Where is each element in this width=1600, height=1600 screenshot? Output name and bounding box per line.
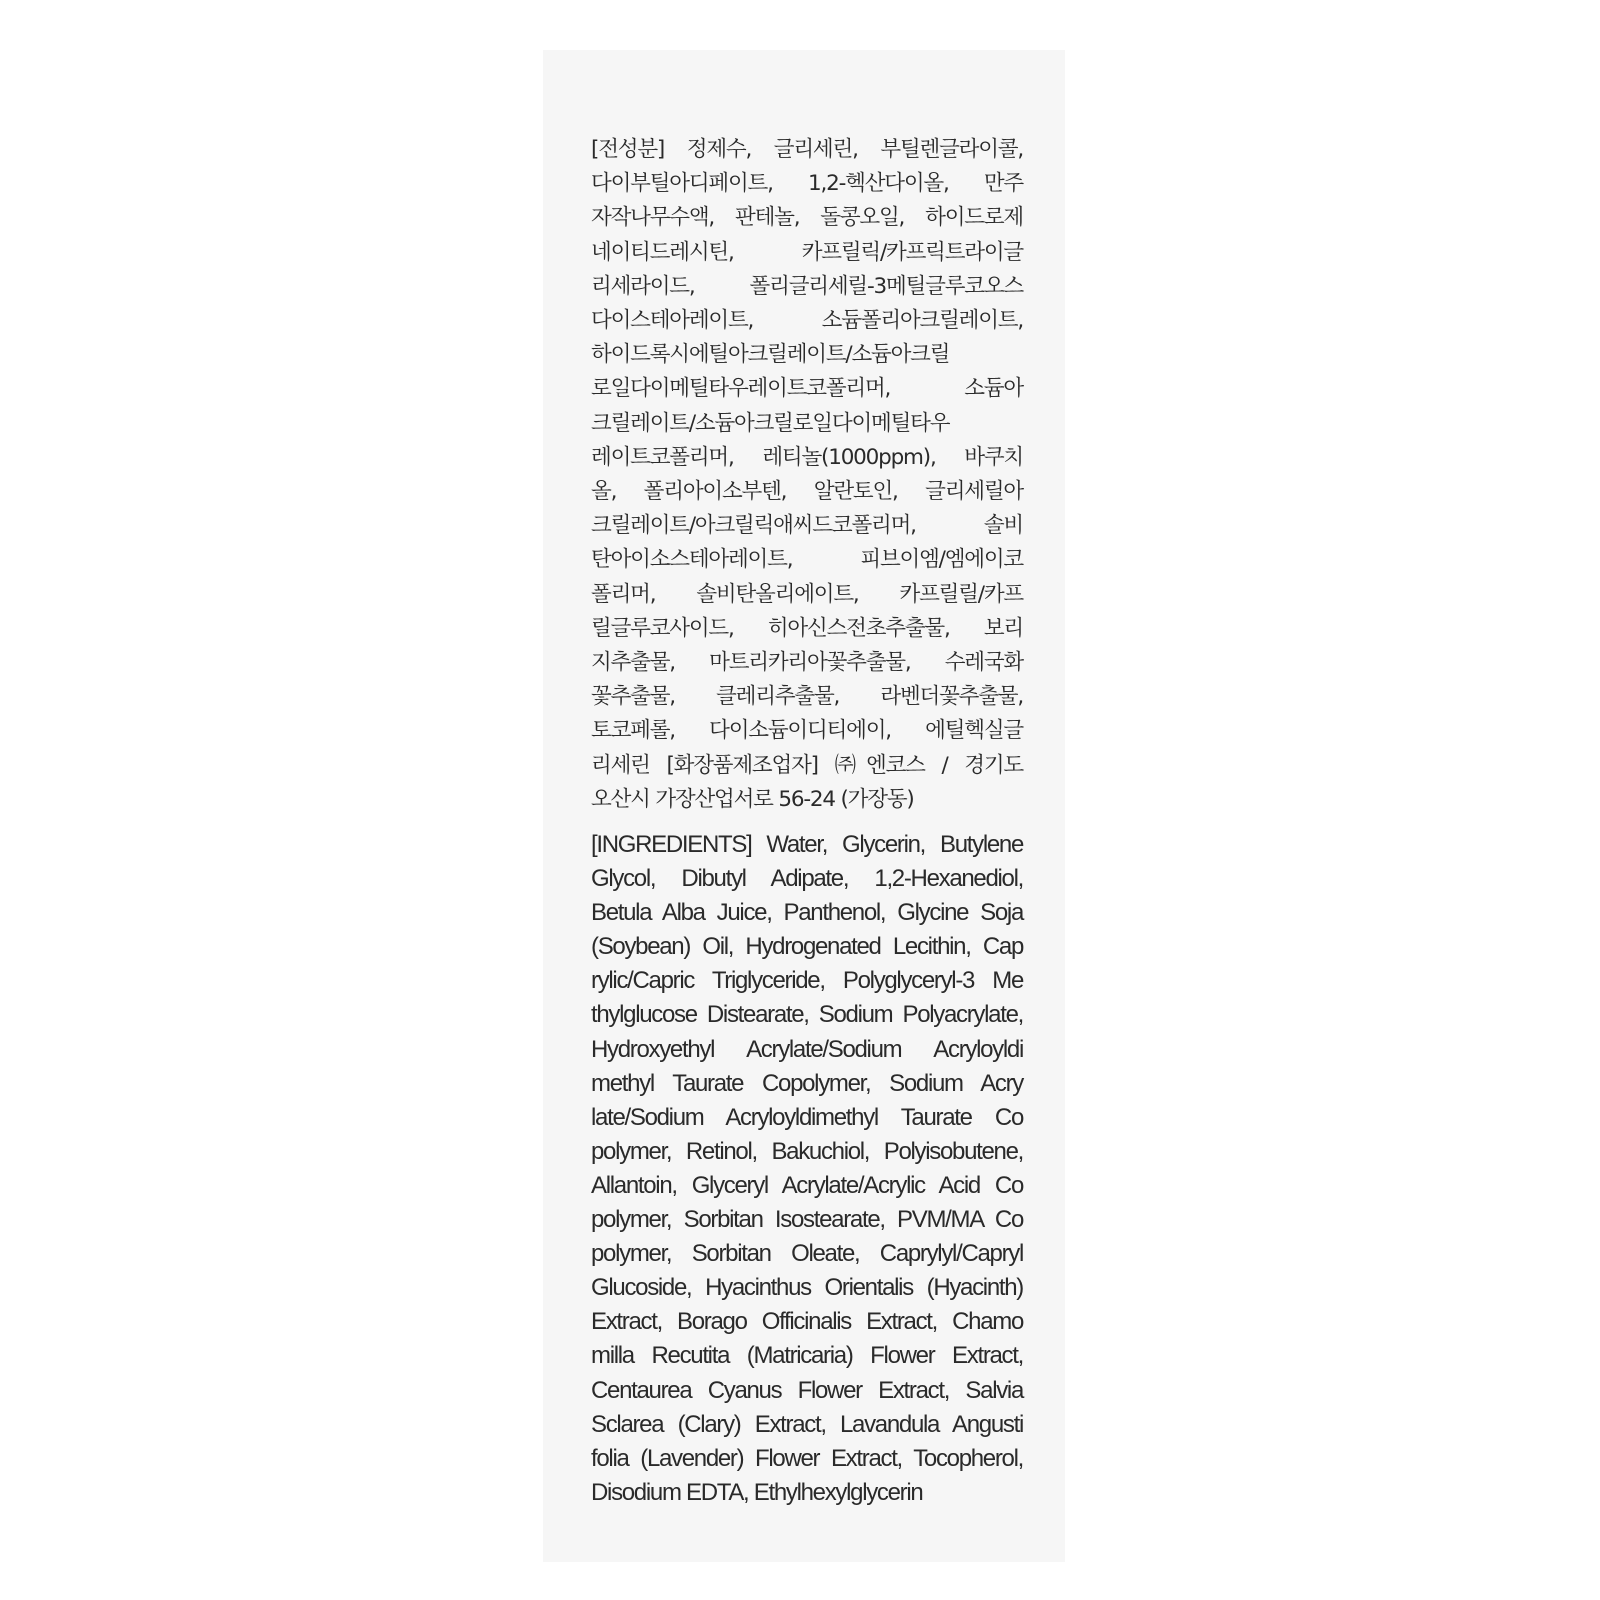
english-ingredients-line: polymer, Sorbitan Oleate, Caprylyl/Capryl [591,1240,1023,1268]
english-ingredients-line: polymer, Retinol, Bakuchiol, Polyisobutene, [591,1137,1023,1165]
korean-ingredients-line: 하이드록시에틸아크릴레이트/소듐아크릴 [591,342,950,368]
korean-ingredients-line: 꽃추출물, 클레리추출물, 라벤더꽃추출물, [591,684,1023,710]
english-ingredients-line: methyl Taurate Copolymer, Sodium Acry [591,1069,1023,1097]
korean-ingredients-line: 오산시 가장산업서로 56-24 (가장동) [591,786,914,812]
english-ingredients-line: late/Sodium Acryloyldimethyl Taurate Co [591,1103,1023,1131]
english-ingredients-line: polymer, Sorbitan Isostearate, PVM/MA Co [591,1206,1023,1234]
english-ingredients-line: rylic/Capric Triglyceride, Polyglyceryl-3 Me [591,967,1023,995]
english-ingredients-line: Centaurea Cyanus Flower Extract, Salvia [591,1376,1023,1404]
korean-ingredients-line: 리세라이드, 폴리글리세릴-3메틸글루코오스 [591,273,1023,299]
korean-ingredients-line: 크릴레이트/소듐아크릴로일다이메틸타우 [591,410,950,436]
english-ingredients-line: (Soybean) Oil, Hydrogenated Lecithin, Cap [591,933,1023,961]
korean-ingredients-line: 지추출물, 마트리카리아꽃추출물, 수레국화 [591,650,1023,676]
korean-ingredients-line: 네이티드레시틴, 카프릴릭/카프릭트라이글 [591,239,1023,265]
korean-ingredients-text [591,133,1023,817]
korean-ingredients-line: 크릴레이트/아크릴릭애씨드코폴리머, 솔비 [591,513,1023,539]
english-ingredients-line: [INGREDIENTS] Water, Glycerin, Butylene [591,831,1023,858]
english-ingredients-line: thylglucose Distearate, Sodium Polyacrylate, [591,1001,1023,1029]
english-ingredients-line: Sclarea (Clary) Extract, Lavandula Angusti [591,1410,1023,1438]
english-ingredients-line: Glucoside, Hyacinthus Orientalis (Hyacinth) [591,1274,1023,1302]
english-ingredients-line: milla Recutita (Matricaria) Flower Extract, [591,1342,1023,1370]
korean-ingredients-line: 로일다이메틸타우레이트코폴리머, 소듐아 [591,376,1023,402]
english-ingredients-text [591,828,1023,1510]
korean-ingredients-line: 레이트코폴리머, 레티놀(1000ppm), 바쿠치 [591,444,1023,470]
korean-ingredients-line: 탄아이소스테아레이트, 피브이엠/엠에이코 [591,547,1023,573]
korean-ingredients-line: 리세린 [화장품제조업자] ㈜엔코스 / 경기도 [591,752,1023,778]
korean-ingredients-line: 다이부틸아디페이트, 1,2-헥산다이올, 만주 [591,171,1023,197]
english-ingredients-line: folia (Lavender) Flower Extract, Tocopherol, [591,1444,1023,1472]
korean-ingredients-line: 다이스테아레이트, 소듐폴리아크릴레이트, [591,308,1023,334]
korean-ingredients-line: 올, 폴리아이소부텐, 알란토인, 글리세릴아 [591,479,1023,505]
korean-ingredients-line: 토코페롤, 다이소듐이디티에이, 에틸헥실글 [591,718,1023,744]
korean-ingredients-line: [전성분] 정제수, 글리세린, 부틸렌글라이콜, [591,137,1023,162]
korean-ingredients-line: 릴글루코사이드, 히아신스전초추출물, 보리 [591,615,1023,641]
english-ingredients-line: Glycol, Dibutyl Adipate, 1,2-Hexanediol, [591,865,1023,893]
english-ingredients-line: Hydroxyethyl Acrylate/Sodium Acryloyldi [591,1035,1023,1063]
korean-ingredients-line: 자작나무수액, 판테놀, 돌콩오일, 하이드로제 [591,205,1023,231]
english-ingredients-line: Allantoin, Glyceryl Acrylate/Acrylic Acid Co [591,1171,1023,1199]
ingredient-label-panel [543,50,1065,1562]
english-ingredients-line: Extract, Borago Officinalis Extract, Chamo [591,1308,1023,1336]
english-ingredients-line: Betula Alba Juice, Panthenol, Glycine Soja [591,899,1023,927]
english-ingredients-line: Disodium EDTA, Ethylhexylglycerin [591,1478,923,1506]
korean-ingredients-line: 폴리머, 솔비탄올리에이트, 카프릴릴/카프 [591,581,1023,607]
